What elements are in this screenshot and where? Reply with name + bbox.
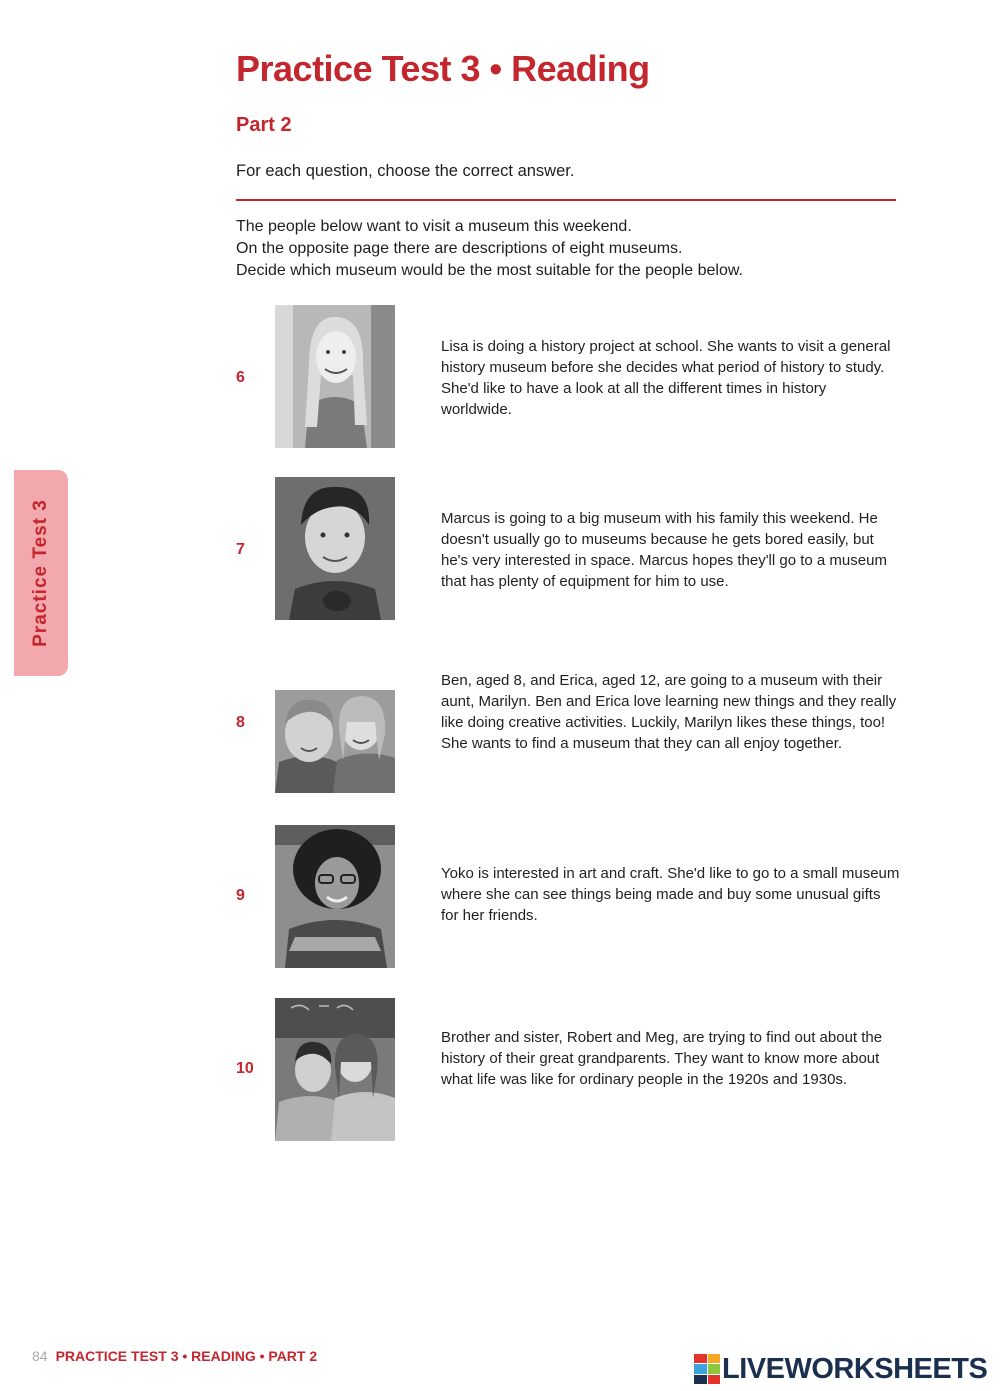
siblings-portrait-image — [275, 998, 395, 1141]
question-item — [0, 650, 1000, 795]
question-text: Brother and sister, Robert and Meg, are trying to find out about the history of their great grandparents. They want to know more about what life was like for ordinary people in the 1920s and 1930s. — [441, 1029, 883, 1088]
page-title: Practice Test 3 • Reading — [236, 48, 650, 89]
woman-portrait-image — [275, 825, 395, 968]
intro-line: Decide which museum would be the most suitable for the people below. — [236, 262, 743, 279]
children-portrait-image — [275, 650, 395, 793]
portrait-photo — [275, 825, 395, 968]
side-tab-label: Practice Test 3 — [30, 499, 51, 647]
question-number: 6 — [236, 369, 245, 386]
question-item — [0, 305, 1000, 450]
part-heading: Part 2 — [236, 114, 292, 136]
question-item — [0, 477, 1000, 622]
portrait-photo — [275, 998, 395, 1141]
question-text: Lisa is doing a history project at school. She wants to visit a general history museum before she decides what period of history to study. She'd like to have a look at all the different times in history worldwide. — [441, 338, 891, 418]
question-number: 7 — [236, 541, 245, 558]
liveworksheets-logo — [694, 1352, 987, 1386]
boy-portrait-image — [275, 477, 395, 620]
question-text: Marcus is going to a big museum with his family this weekend. He doesn't usually go to museums because he gets bored easily, but he's very interested in space. Marcus hopes they'll go to a museum that has plenty of equipment for him to use. — [441, 510, 887, 590]
instruction-text: For each question, choose the correct answer. — [236, 162, 575, 180]
intro-line: The people below want to visit a museum this weekend. — [236, 218, 632, 235]
question-text: Yoko is interested in art and craft. She'd like to go to a small museum where she can see things being made and buy some unusual gifts for her friends. — [441, 865, 900, 924]
question-number: 9 — [236, 887, 245, 904]
question-text: Ben, aged 8, and Erica, aged 12, are going to a museum with their aunt, Marilyn. Ben and Erica love learning new things and they really like doing creative activities. Luckily, Marilyn likes these things, too! She wants to find a museum that they can all enjoy together. — [441, 672, 897, 752]
logo-cube-icon — [694, 1354, 720, 1384]
portrait-photo — [275, 650, 395, 793]
intro-paragraph — [236, 216, 743, 282]
intro-line: On the opposite page there are descriptions of eight museums. — [236, 240, 683, 257]
girl-portrait-image — [275, 305, 395, 448]
footer-label: PRACTICE TEST 3 • READING • PART 2 — [55, 1348, 318, 1364]
question-number: 10 — [236, 1060, 254, 1077]
portrait-photo — [275, 305, 395, 448]
question-number: 8 — [236, 714, 245, 731]
page-number: 84 — [32, 1348, 48, 1364]
question-item — [0, 825, 1000, 970]
divider-rule — [236, 199, 896, 201]
brand-name: LIVEWORKSHEETS — [722, 1352, 988, 1385]
question-item — [0, 998, 1000, 1143]
page-footer — [32, 1348, 317, 1364]
portrait-photo — [275, 477, 395, 620]
